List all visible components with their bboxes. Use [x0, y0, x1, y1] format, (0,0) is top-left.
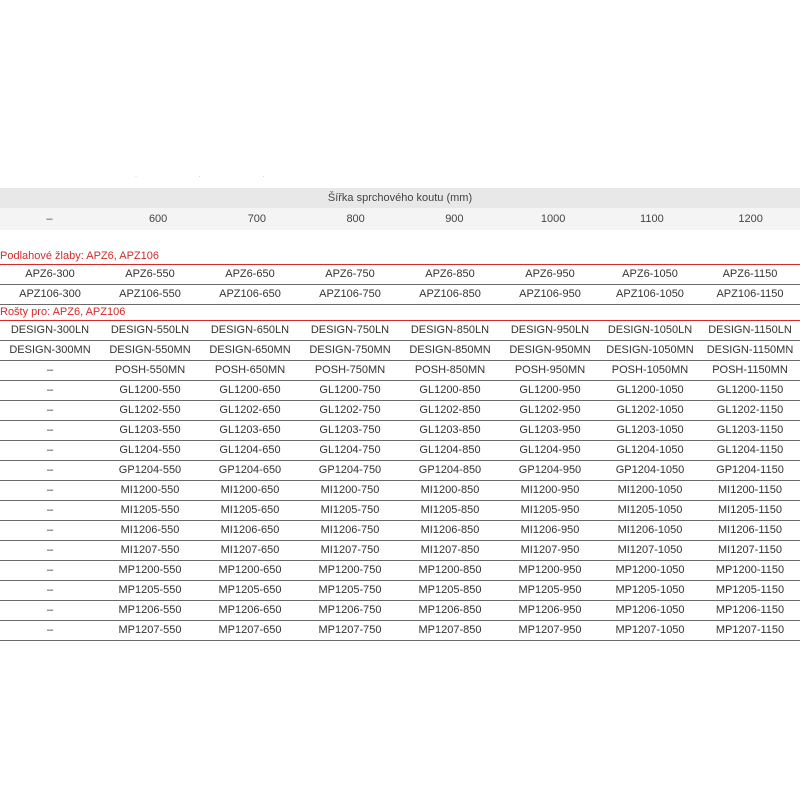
table-cell: MI1206-1150 — [717, 524, 782, 536]
table-cell: APZ6-650 — [225, 268, 275, 280]
table-cell: DESIGN-550LN — [110, 324, 190, 336]
table-cell: MI1207-550 — [120, 544, 180, 556]
table-cell: APZ6-950 — [525, 268, 575, 280]
table-cell: DESIGN-750LN — [310, 324, 390, 336]
table-title: Šířka sprchového koutu (mm) — [0, 188, 800, 208]
table-cell: – — [46, 544, 54, 556]
table-row — [0, 341, 800, 361]
table-cell: DESIGN-1150LN — [708, 324, 792, 336]
table-cell: MP1206-1050 — [615, 604, 685, 616]
table-cell: GL1203-1050 — [616, 424, 684, 436]
table-cell: APZ6-750 — [325, 268, 375, 280]
table-cell: MI1207-850 — [420, 544, 480, 556]
table-cell: DESIGN-750MN — [309, 344, 391, 356]
table-cell: POSH-950MN — [514, 364, 586, 376]
table-cell: MP1200-550 — [118, 564, 182, 576]
table-cell: MP1205-1050 — [615, 584, 685, 596]
table-cell: MI1200-550 — [120, 484, 180, 496]
table-cell: DESIGN-300MN — [9, 344, 91, 356]
table-row — [0, 265, 800, 285]
table-cell: GL1200-650 — [219, 384, 281, 396]
table-cell: – — [46, 524, 54, 536]
table-cell: – — [46, 564, 54, 576]
table-cell: APZ6-300 — [25, 268, 75, 280]
table-cell: GL1203-550 — [119, 424, 181, 436]
table-row — [0, 481, 800, 501]
table-cell: GP1204-850 — [418, 464, 482, 476]
section-label-grates: Rošty pro: APZ6, APZ106 — [0, 306, 126, 318]
table-cell: DESIGN-950LN — [510, 324, 590, 336]
table-cell: GL1202-550 — [119, 404, 181, 416]
table-cell: GL1200-950 — [519, 384, 581, 396]
column-header-row — [0, 208, 800, 230]
table-cell: MI1200-1150 — [717, 484, 782, 496]
table-cell: POSH-1150MN — [712, 364, 788, 376]
table-cell: GP1204-650 — [218, 464, 282, 476]
table-cell: GL1202-850 — [419, 404, 481, 416]
table-cell: MI1206-550 — [120, 524, 180, 536]
table-cell: – — [46, 484, 54, 496]
table-row — [0, 321, 800, 341]
table-cell: MI1206-1050 — [617, 524, 683, 536]
section-label-gutters: Podlahové žlaby: APZ6, APZ106 — [0, 250, 159, 262]
table-cell: MI1200-950 — [520, 484, 580, 496]
table-cell: GL1200-850 — [419, 384, 481, 396]
table-cell: MP1207-950 — [518, 624, 582, 636]
column-header-7: 1200 — [738, 213, 763, 225]
table-cell: DESIGN-300LN — [10, 324, 90, 336]
table-cell: – — [46, 404, 54, 416]
table-cell: MP1207-650 — [218, 624, 282, 636]
table-row — [0, 621, 800, 641]
table-cell: MI1207-1050 — [617, 544, 683, 556]
table-cell: MI1200-650 — [220, 484, 280, 496]
table-cell: – — [46, 444, 54, 456]
table-gutters — [0, 265, 800, 305]
table-cell: GL1200-550 — [119, 384, 181, 396]
table-cell: MP1207-850 — [418, 624, 482, 636]
stray-dots-decoration: · · · — [135, 174, 295, 180]
table-cell: GL1204-950 — [519, 444, 581, 456]
table-cell: MI1205-1050 — [617, 504, 683, 516]
table-cell: – — [46, 584, 54, 596]
table-cell: MI1205-1150 — [717, 504, 782, 516]
table-cell: MP1206-650 — [218, 604, 282, 616]
column-header-1: 600 — [148, 213, 168, 225]
table-cell: GL1203-1150 — [716, 424, 784, 436]
table-cell: GL1200-750 — [319, 384, 381, 396]
table-cell: MI1207-750 — [320, 544, 380, 556]
table-cell: GL1204-1050 — [616, 444, 684, 456]
table-cell: POSH-1050MN — [611, 364, 689, 376]
table-cell: APZ106-1050 — [616, 288, 684, 300]
table-row — [0, 561, 800, 581]
table-cell: APZ6-550 — [125, 268, 175, 280]
table-cell: MI1206-850 — [420, 524, 480, 536]
table-cell: GL1202-650 — [219, 404, 281, 416]
table-row — [0, 461, 800, 481]
table-cell: MI1205-550 — [120, 504, 180, 516]
table-cell: APZ106-1150 — [716, 288, 784, 300]
table-row — [0, 361, 800, 381]
column-header-4: 900 — [445, 213, 464, 225]
table-cell: APZ106-950 — [519, 288, 581, 300]
table-row — [0, 501, 800, 521]
table-cell: DESIGN-950MN — [509, 344, 591, 356]
table-cell: MP1206-850 — [418, 604, 482, 616]
table-cell: GP1204-1050 — [615, 464, 685, 476]
column-header-2: 700 — [247, 213, 267, 225]
table-cell: – — [46, 364, 54, 376]
table-cell: – — [46, 504, 54, 516]
table-cell: GL1202-950 — [519, 404, 581, 416]
table-row — [0, 381, 800, 401]
table-cell: DESIGN-650LN — [210, 324, 290, 336]
table-cell: GL1204-1150 — [716, 444, 784, 456]
table-cell: POSH-550MN — [114, 364, 186, 376]
table-cell: MP1207-1050 — [615, 624, 685, 636]
table-cell: DESIGN-1050MN — [606, 344, 694, 356]
table-cell: GL1204-750 — [319, 444, 381, 456]
table-cell: GP1204-750 — [318, 464, 382, 476]
table-cell: APZ6-1150 — [722, 268, 778, 280]
table-cell: APZ106-650 — [219, 288, 281, 300]
table-cell: MP1205-950 — [518, 584, 582, 596]
table-cell: DESIGN-550MN — [109, 344, 191, 356]
table-cell: MI1200-1050 — [617, 484, 683, 496]
table-cell: MP1206-950 — [518, 604, 582, 616]
table-cell: APZ106-850 — [419, 288, 481, 300]
table-cell: MI1206-750 — [320, 524, 380, 536]
table-cell: MP1205-550 — [118, 584, 182, 596]
table-row — [0, 521, 800, 541]
table-cell: GL1203-650 — [219, 424, 281, 436]
table-cell: MI1207-1150 — [717, 544, 782, 556]
table-grates — [0, 321, 800, 641]
table-row — [0, 285, 800, 305]
table-cell: MP1200-1050 — [615, 564, 685, 576]
table-cell: GL1204-650 — [219, 444, 281, 456]
table-cell: MI1200-850 — [420, 484, 480, 496]
table-row — [0, 541, 800, 561]
table-cell: DESIGN-1150MN — [706, 344, 794, 356]
table-cell: GL1203-850 — [419, 424, 481, 436]
table-cell: MI1200-750 — [320, 484, 380, 496]
table-cell: – — [46, 624, 54, 636]
table-cell: GL1200-1150 — [716, 384, 784, 396]
table-row — [0, 441, 800, 461]
table-cell: GL1203-950 — [519, 424, 581, 436]
table-cell: – — [46, 424, 54, 436]
table-cell: MP1206-550 — [118, 604, 182, 616]
table-cell: APZ6-850 — [425, 268, 475, 280]
table-cell: GL1203-750 — [319, 424, 381, 436]
table-cell: MI1205-650 — [220, 504, 280, 516]
table-cell: MP1206-1150 — [715, 604, 785, 616]
table-cell: DESIGN-650MN — [209, 344, 291, 356]
table-cell: MI1206-650 — [220, 524, 280, 536]
table-cell: – — [46, 604, 54, 616]
table-cell: MI1207-650 — [220, 544, 280, 556]
column-header-5: 1000 — [540, 213, 566, 225]
table-cell: APZ106-300 — [19, 288, 81, 300]
table-cell: GP1204-950 — [518, 464, 582, 476]
table-cell: DESIGN-850LN — [410, 324, 490, 336]
column-header-3: 800 — [346, 213, 365, 225]
table-cell: GP1204-1150 — [716, 464, 784, 476]
table-cell: GL1204-850 — [419, 444, 481, 456]
table-cell: MI1207-950 — [520, 544, 580, 556]
column-header-0: – — [46, 213, 53, 225]
table-cell: MI1205-950 — [520, 504, 580, 516]
table-cell: MI1206-950 — [520, 524, 580, 536]
table-cell: DESIGN-1050LN — [607, 324, 693, 336]
table-cell: APZ106-750 — [319, 288, 381, 300]
table-cell: DESIGN-850MN — [409, 344, 491, 356]
table-cell: MP1205-750 — [318, 584, 382, 596]
table-cell: MP1206-750 — [318, 604, 382, 616]
table-cell: POSH-850MN — [414, 364, 486, 376]
table-cell: GL1200-1050 — [616, 384, 684, 396]
table-cell: POSH-750MN — [314, 364, 386, 376]
table-row — [0, 401, 800, 421]
table-cell: MP1200-1150 — [715, 564, 785, 576]
table-cell: MP1200-650 — [218, 564, 282, 576]
table-cell: – — [46, 384, 54, 396]
table-row — [0, 421, 800, 441]
table-cell: MP1200-850 — [418, 564, 482, 576]
table-row — [0, 581, 800, 601]
table-cell: GL1202-1150 — [716, 404, 784, 416]
table-cell: GL1204-550 — [119, 444, 181, 456]
table-cell: MP1205-650 — [218, 584, 282, 596]
table-cell: MP1205-1150 — [715, 584, 785, 596]
table-cell: POSH-650MN — [214, 364, 286, 376]
table-cell: GL1202-750 — [319, 404, 381, 416]
table-cell: MP1207-750 — [318, 624, 382, 636]
column-header-6: 1100 — [640, 213, 664, 225]
table-cell: APZ6-1050 — [622, 268, 678, 280]
table-cell: MP1200-950 — [518, 564, 582, 576]
table-cell: MP1200-750 — [318, 564, 382, 576]
table-cell: MI1205-750 — [320, 504, 380, 516]
table-cell: MP1207-550 — [118, 624, 182, 636]
table-cell: GL1202-1050 — [616, 404, 684, 416]
table-row — [0, 601, 800, 621]
table-cell: MP1207-1150 — [715, 624, 785, 636]
table-cell: – — [46, 464, 54, 476]
table-cell: MI1205-850 — [420, 504, 480, 516]
table-cell: MP1205-850 — [418, 584, 482, 596]
table-cell: GP1204-550 — [118, 464, 182, 476]
table-cell: APZ106-550 — [119, 288, 181, 300]
